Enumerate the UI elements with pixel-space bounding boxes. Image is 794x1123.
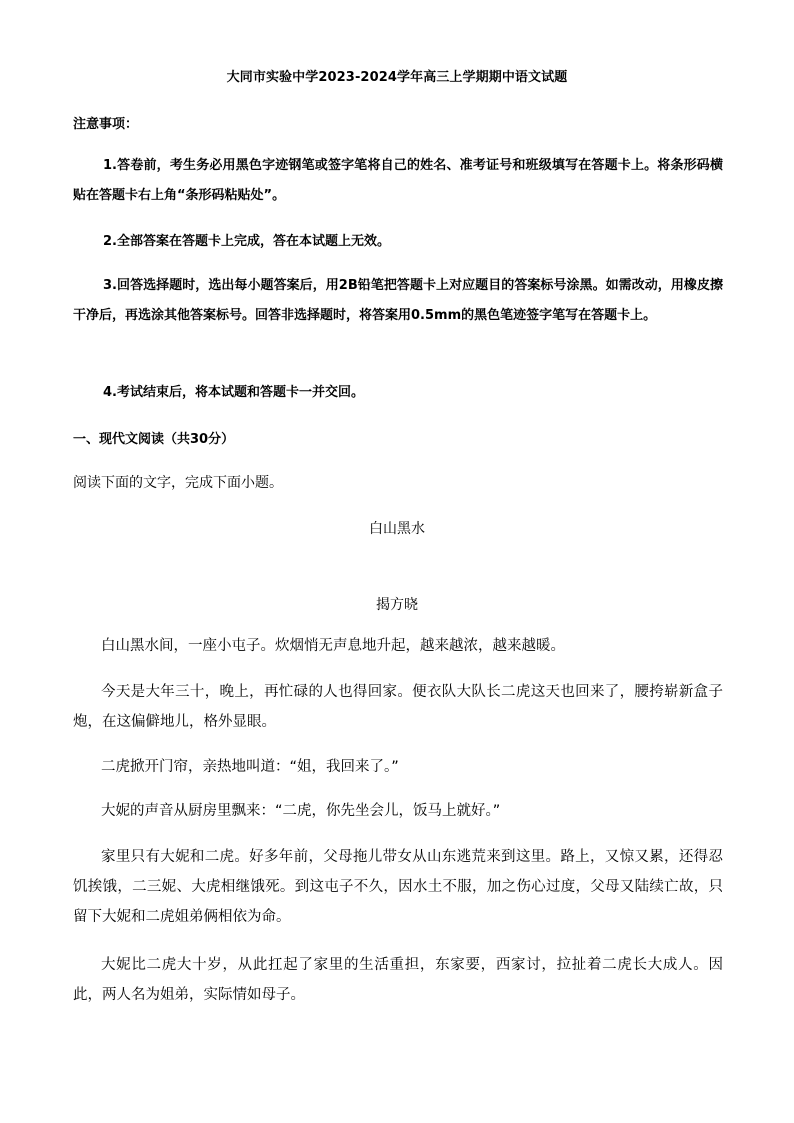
story-paragraph: 大妮比二虎大十岁，从此扛起了家里的生活重担，东家要，西家讨，拉扯着二虎长大成人。因此，两人名为姐弟，实际情如母子。 [73,957,723,1003]
story-title: 白山黑水 [369,521,425,537]
reading-prompt: 阅读下面的文字，完成下面小题。 [73,475,283,491]
exam-title: 大同市实验中学2023-2024学年高三上学期期中语文试题 [226,70,568,85]
instruction-1: 1.答卷前，考生务必用黑色字迹钢笔或签字笔将自己的姓名、准考证号和班级填写在答题卡上。将条形码横贴在答题卡右上角“条形码粘贴处”。 [73,158,723,203]
story-paragraph: 今天是大年三十，晚上，再忙碌的人也得回家。便衣队大队长二虎这天也回来了，腰挎崭新盒子炮，在这偏僻地儿，格外显眼。 [73,684,723,730]
story-paragraph: 白山黑水间，一座小屯子。炊烟悄无声息地升起，越来越浓，越来越暖。 [101,638,565,654]
section-heading: 一、现代文阅读（共30分） [73,432,235,447]
notice-heading: 注意事项： [73,117,139,132]
instruction-2: 2.全部答案在答题卡上完成，答在本试题上无效。 [103,234,390,249]
story-author: 揭方晓 [376,597,418,613]
story-paragraph: 家里只有大妮和二虎。好多年前，父母拖儿带女从山东逃荒来到这里。路上，又惊又累，还得忍饥挨饿，二三妮、大虎相继饿死。到这屯子不久，因水土不服，加之伤心过度，父母又陆续亡故，只留下大妮和二虎姐弟俩相依为命。 [73,849,723,925]
story-paragraph: 大妮的声音从厨房里飘来：“二虎，你先坐会儿，饭马上就好。” [101,803,501,819]
instruction-3: 3.回答选择题时，选出每小题答案后，用2B铅笔把答题卡上对应题目的答案标号涂黑。如需改动，用橡皮擦干净后，再选涂其他答案标号。回答非选择题时，将答案用0.5mm的黑色笔迹签字笔写在答题卡上。 [73,278,723,323]
story-paragraph: 二虎掀开门帘，亲热地叫道：“姐，我回来了。” [101,759,399,775]
instruction-4: 4.考试结束后，将本试题和答题卡一并交回。 [103,385,364,400]
